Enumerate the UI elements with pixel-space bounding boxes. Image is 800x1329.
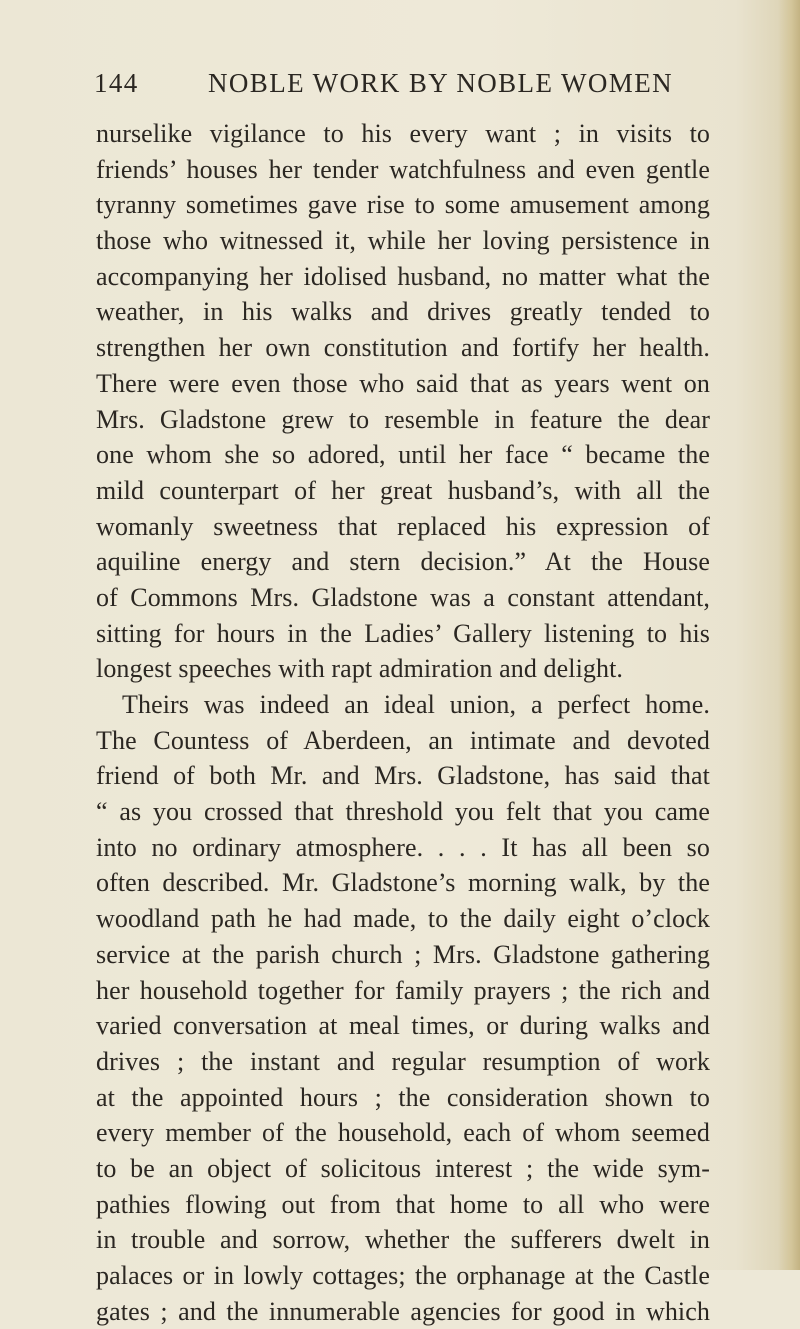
text-line: tyranny sometimes gave rise to some amusement among <box>96 190 710 220</box>
text-line: friends’ houses her tender watchfulness and even gentle <box>96 154 710 184</box>
running-title: NOBLE WORK BY NOBLE WOMEN <box>208 68 673 98</box>
text-line: Theirs was indeed an ideal union, a perfect home. <box>122 690 710 719</box>
text-line: in trouble and sorrow, whether the sufferers dwelt in <box>96 1225 710 1255</box>
text-line: womanly sweetness that replaced his expression of <box>96 511 710 541</box>
text-line: every member of the household, each of whom seemed <box>96 1118 710 1148</box>
text-line: service at the parish church ; Mrs. Gladstone gathering <box>96 939 710 969</box>
body-text <box>96 116 710 1329</box>
text-line: drives ; the instant and regular resumption of work <box>96 1046 710 1076</box>
page-number: 144 <box>94 68 139 98</box>
text-line: nurselike vigilance to his every want ; in visits to <box>96 119 710 148</box>
text-line: those who witnessed it, while her loving persistence in <box>96 226 710 256</box>
text-line: at the appointed hours ; the consideration shown to <box>96 1082 710 1112</box>
text-line: friend of both Mr. and Mrs. Gladstone, has said that <box>96 761 710 791</box>
text-line: pathies flowing out from that home to all who were <box>96 1189 710 1219</box>
text-line: “ as you crossed that threshold you felt that you came <box>96 797 710 827</box>
text-line: her household together for family prayers ; the rich and <box>96 975 710 1005</box>
text-line: varied conversation at meal times, or during walks and <box>96 1011 710 1041</box>
text-line: sitting for hours in the Ladies’ Gallery listening to his <box>96 618 710 648</box>
text-line: There were even those who said that as years went on <box>96 368 710 398</box>
text-line: longest speeches with rapt admiration and delight. <box>96 654 624 684</box>
text-line: to be an object of solicitous interest ; the wide sym- <box>96 1153 710 1183</box>
text-line: aquiline energy and stern decision.” At the House <box>96 547 710 577</box>
text-line: strengthen her own constitution and fortify her health. <box>96 333 710 363</box>
text-line: The Countess of Aberdeen, an intimate and devoted <box>96 725 710 755</box>
text-line: into no ordinary atmosphere. . . . It has all been so <box>96 832 710 862</box>
text-line: mild counterpart of her great husband’s, with all the <box>96 475 710 505</box>
text-line: Mrs. Gladstone grew to resemble in feature the dear <box>96 404 710 434</box>
text-line: of Commons Mrs. Gladstone was a constant attendant, <box>96 582 710 612</box>
page-edge-shadow <box>778 0 800 1270</box>
text-line: weather, in his walks and drives greatly tended to <box>96 297 710 327</box>
text-line: palaces or in lowly cottages; the orphanage at the Castle <box>96 1261 710 1290</box>
text-line: often described. Mr. Gladstone’s morning walk, by the <box>96 868 710 898</box>
text-line: one whom she so adored, until her face “ became the <box>96 440 710 470</box>
text-line: accompanying her idolised husband, no matter what the <box>96 261 710 291</box>
text-line: gates ; and the innumerable agencies for good in which <box>96 1296 710 1326</box>
running-header <box>0 64 800 100</box>
text-line: woodland path he had made, to the daily eight o’clock <box>96 904 710 934</box>
